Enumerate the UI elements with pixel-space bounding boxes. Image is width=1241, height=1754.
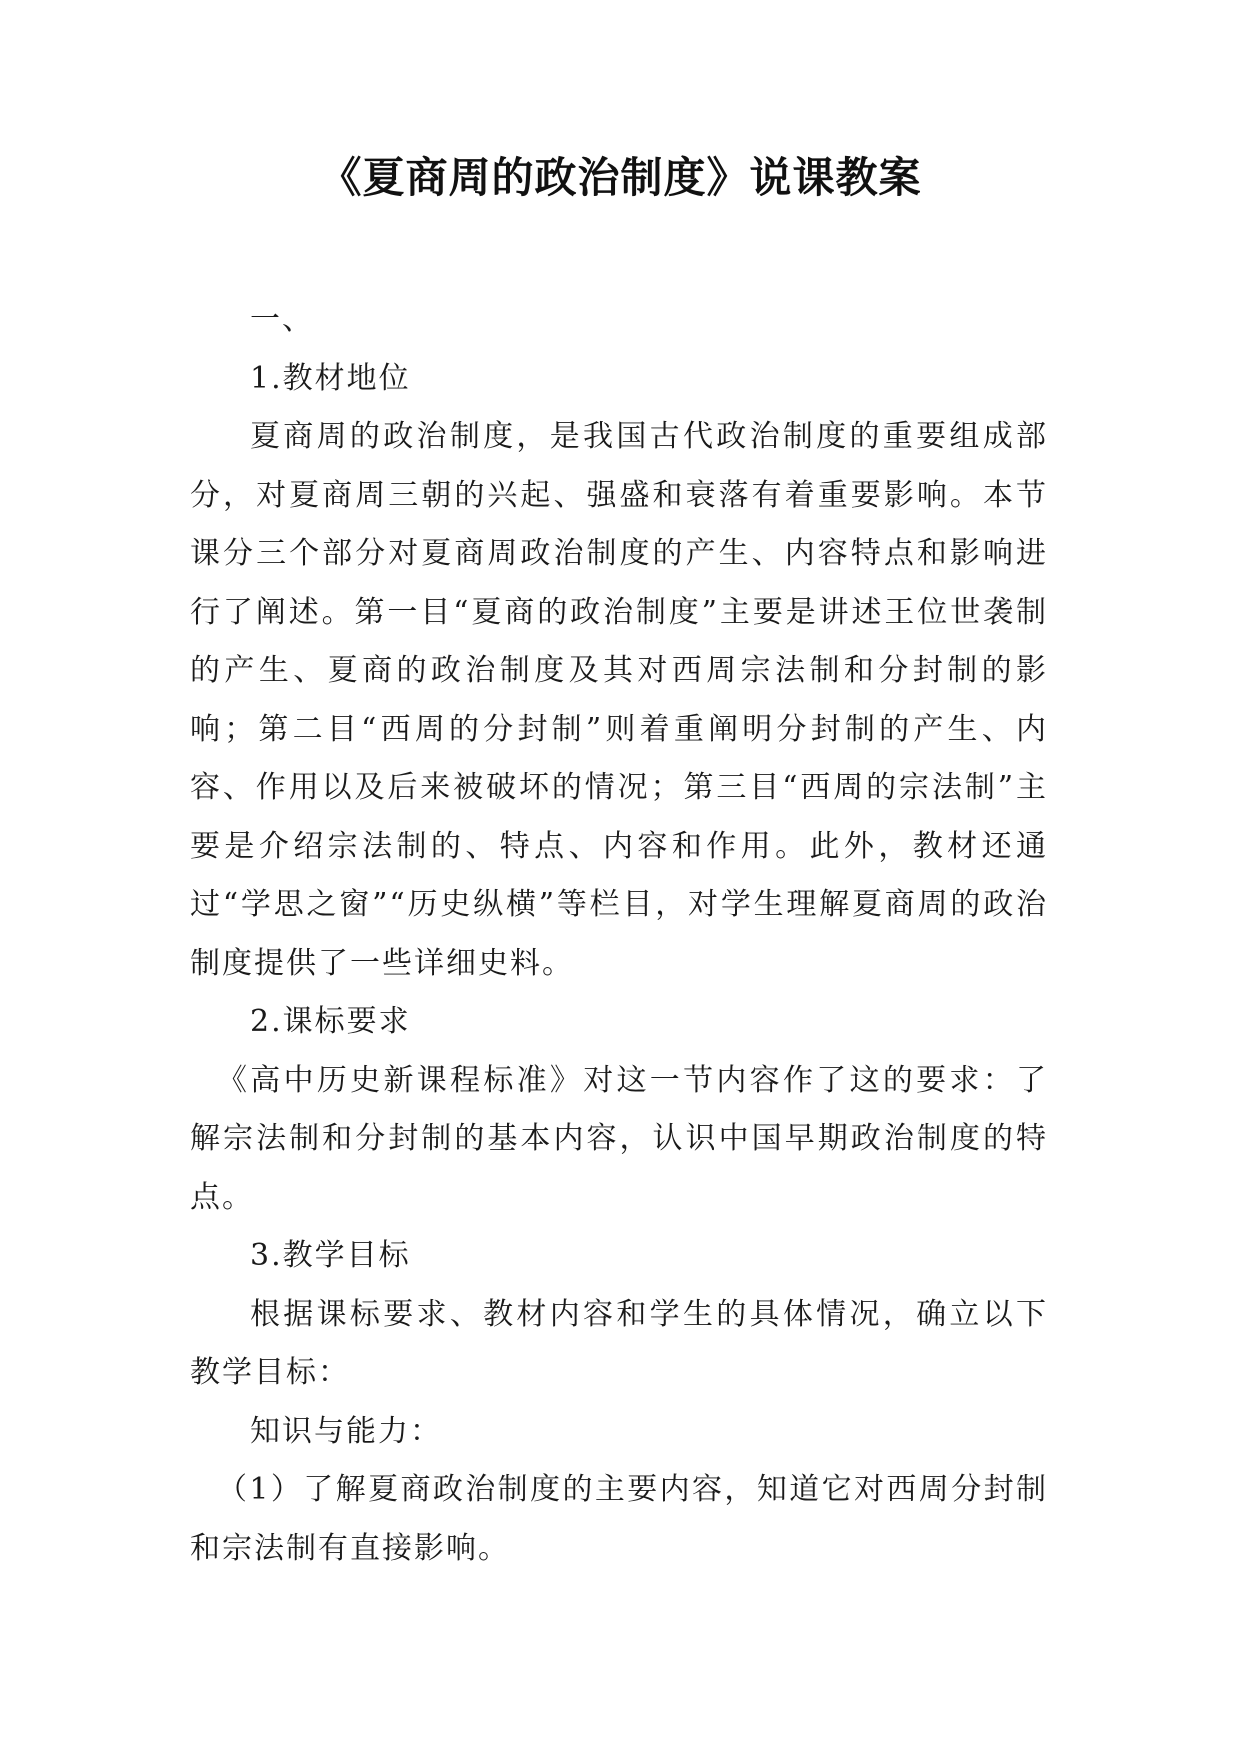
subsection-heading: 1.教材地位	[250, 360, 411, 396]
body-paragraph: 夏商周的政治制度，是我国古代政治制度的重要组成部分，对夏商周三朝的兴起、强盛和衰落有着重要影响。本节课分三个部分对夏商周政治制度的产生、内容特点和影响进行了阐述。第一目“夏商的政治制度”主要是讲述王位世袭制的产生、夏商的政治制度及其对西周宗法制和分封制的影响；第二目“西周的分封制”则着重阐明分封制的产生、内容、作用以及后来被破坏的情况；第三目“西周的宗法制”主要是介绍宗法制的、特点、内容和作用。此外，教材还通过“学思之窗”“历史纵横”等栏目，对学生理解夏商周的政治制度提供了一些详细史料。	[190, 419, 1048, 981]
document-title: 《夏商周的政治制度》说课教案	[319, 153, 922, 202]
document-body	[190, 291, 1048, 1578]
subsection-heading: 3.教学目标	[250, 1238, 411, 1273]
section-heading: 一、	[250, 302, 314, 337]
subsection-heading: 2.课标要求	[250, 1004, 411, 1039]
body-paragraph: 知识与能力：	[250, 1413, 442, 1449]
body-paragraph: 根据课标要求、教材内容和学生的具体情况，确立以下教学目标：	[190, 1296, 1048, 1390]
body-paragraph: 《高中历史新课程标准》对这一节内容作了这的要求：了解宗法制和分封制的基本内容，认识中国早期政治制度的特点。	[190, 1062, 1048, 1215]
body-paragraph: （1）了解夏商政治制度的主要内容，知道它对西周分封制和宗法制有直接影响。	[190, 1472, 1048, 1566]
